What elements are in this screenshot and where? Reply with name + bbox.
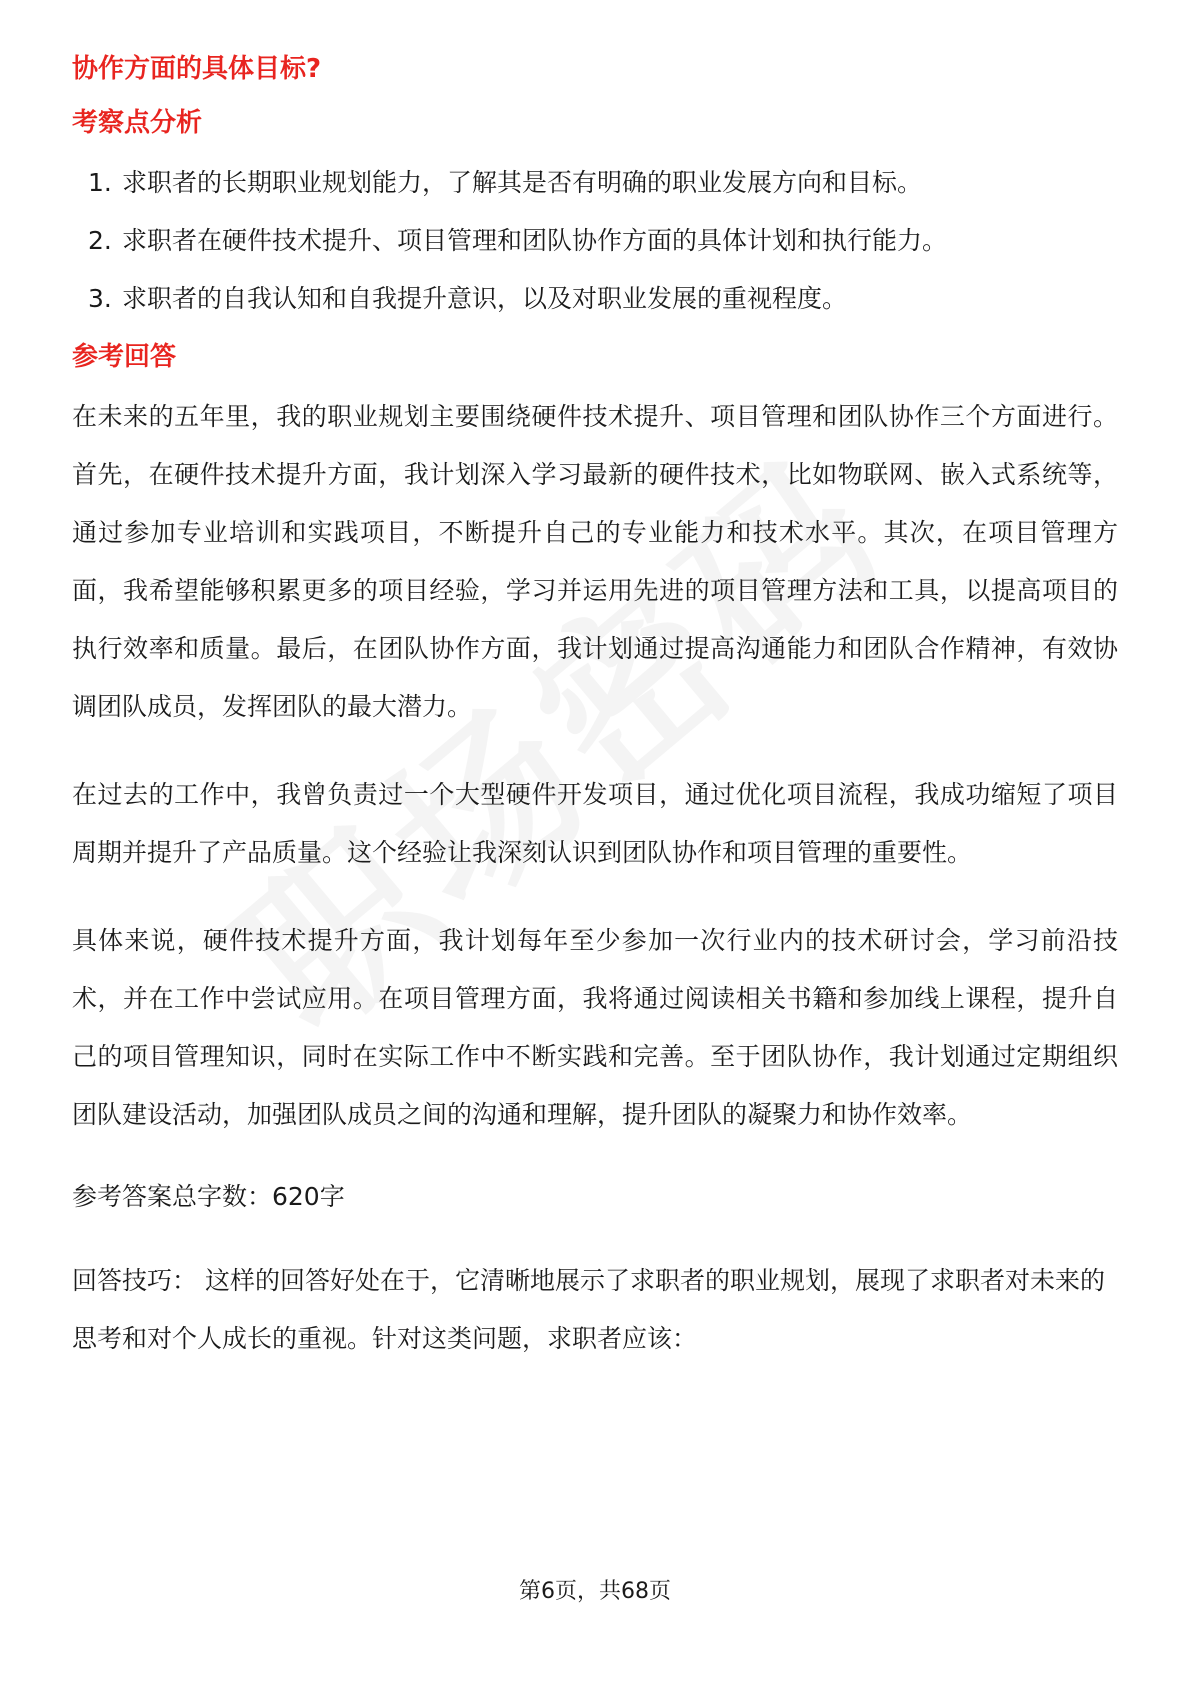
answer-paragraph: 在过去的工作中，我曾负责过一个大型硬件开发项目，通过优化项目流程，我成功缩短了项目周期并提升了产品质量。这个经验让我深刻认识到团队协作和项目管理的重要性。 bbox=[72, 780, 1118, 867]
question-heading: 协作方面的具体目标? bbox=[72, 54, 322, 84]
analysis-point-number: 2. bbox=[88, 226, 112, 255]
analysis-point bbox=[72, 222, 1118, 260]
analysis-point-text: 求职者的自我认知和自我提升意识，以及对职业发展的重视程度。 bbox=[122, 284, 848, 313]
word-count: 参考答案总字数：620字 bbox=[72, 1182, 345, 1211]
answer-tips: 回答技巧： 这样的回答好处在于，它清晰地展示了求职者的职业规划，展现了求职者对未来的思考和对个人成长的重视。针对这类问题，求职者应该： bbox=[72, 1266, 1105, 1353]
answer-heading: 参考回答 bbox=[72, 342, 177, 372]
analysis-points-list bbox=[72, 164, 1118, 318]
analysis-point bbox=[72, 164, 1118, 202]
analysis-point bbox=[72, 280, 1118, 318]
answer-paragraph: 具体来说，硬件技术提升方面，我计划每年至少参加一次行业内的技术研讨会，学习前沿技术，并在工作中尝试应用。在项目管理方面，我将通过阅读相关书籍和参加线上课程，提升自己的项目管理知识，同时在实际工作中不断实践和完善。至于团队协作，我计划通过定期组织团队建设活动，加强团队成员之间的沟通和理解，提升团队的凝聚力和协作效率。 bbox=[72, 926, 1118, 1129]
page-content bbox=[72, 50, 1118, 1368]
answer-paragraph: 在未来的五年里，我的职业规划主要围绕硬件技术提升、项目管理和团队协作三个方面进行。首先，在硬件技术提升方面，我计划深入学习最新的硬件技术，比如物联网、嵌入式系统等，通过参加专业培训和实践项目，不断提升自己的专业能力和技术水平。其次，在项目管理方面，我希望能够积累更多的项目经验，学习并运用先进的项目管理方法和工具，以提高项目的执行效率和质量。最后，在团队协作方面，我计划通过提高沟通能力和团队合作精神，有效协调团队成员，发挥团队的最大潜力。 bbox=[72, 402, 1118, 721]
analysis-point-number: 1. bbox=[88, 168, 112, 197]
analysis-heading: 考察点分析 bbox=[72, 108, 203, 138]
analysis-point-number: 3. bbox=[88, 284, 112, 313]
page-number-footer: 第6页，共68页 bbox=[519, 1579, 671, 1604]
analysis-point-text: 求职者的长期职业规划能力，了解其是否有明确的职业发展方向和目标。 bbox=[122, 168, 923, 197]
analysis-point-text: 求职者在硬件技术提升、项目管理和团队协作方面的具体计划和执行能力。 bbox=[122, 226, 948, 255]
